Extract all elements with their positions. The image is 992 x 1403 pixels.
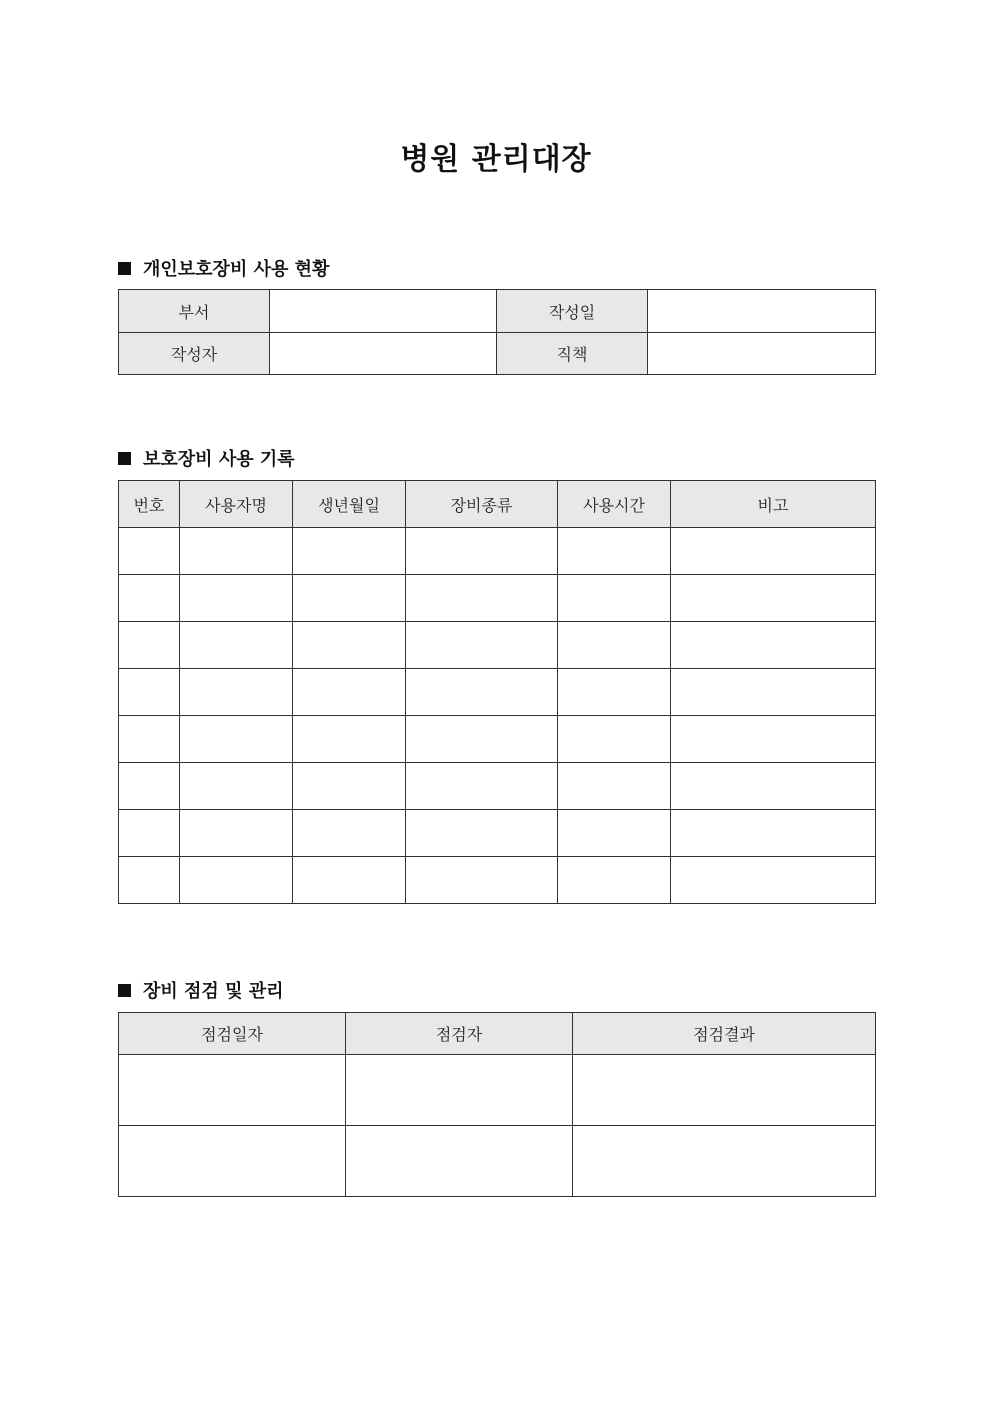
table-cell[interactable] bbox=[406, 575, 558, 622]
table-cell[interactable] bbox=[119, 810, 180, 857]
inspection-table bbox=[118, 1012, 876, 1197]
table-row bbox=[119, 1126, 876, 1197]
table-cell[interactable] bbox=[558, 669, 671, 716]
section-heading-ppe-status bbox=[118, 255, 329, 281]
table-cell[interactable] bbox=[119, 857, 180, 904]
writer-label: 작성자 bbox=[119, 333, 270, 375]
section-heading-label: 개인보호장비 사용 현황 bbox=[143, 259, 330, 280]
table-cell[interactable] bbox=[671, 575, 876, 622]
table-cell[interactable] bbox=[119, 1055, 346, 1126]
table-cell[interactable] bbox=[671, 528, 876, 575]
section-heading-inspection bbox=[118, 977, 284, 1003]
square-bullet-icon bbox=[118, 262, 131, 275]
dept-value[interactable] bbox=[270, 290, 497, 333]
table-row bbox=[119, 857, 876, 904]
table-cell[interactable] bbox=[293, 622, 406, 669]
table-cell[interactable] bbox=[119, 622, 180, 669]
table-cell[interactable] bbox=[671, 622, 876, 669]
position-value[interactable] bbox=[648, 333, 876, 375]
section-heading-label: 장비 점검 및 관리 bbox=[143, 981, 284, 1002]
table-cell[interactable] bbox=[119, 1126, 346, 1197]
table-row bbox=[119, 622, 876, 669]
table-cell[interactable] bbox=[293, 669, 406, 716]
table-cell[interactable] bbox=[558, 575, 671, 622]
dept-label: 부서 bbox=[119, 290, 270, 333]
table-cell[interactable] bbox=[346, 1055, 573, 1126]
square-bullet-icon bbox=[118, 452, 131, 465]
table-cell[interactable] bbox=[671, 857, 876, 904]
table-cell[interactable] bbox=[293, 810, 406, 857]
col-header-usage-time: 사용시간 bbox=[558, 481, 671, 528]
square-bullet-icon bbox=[118, 984, 131, 997]
page-title: 병원 관리대장 bbox=[400, 142, 592, 177]
table-cell[interactable] bbox=[671, 716, 876, 763]
table-cell[interactable] bbox=[573, 1126, 876, 1197]
table-cell[interactable] bbox=[406, 763, 558, 810]
date-value[interactable] bbox=[648, 290, 876, 333]
date-label: 작성일 bbox=[497, 290, 648, 333]
table-cell[interactable] bbox=[558, 716, 671, 763]
table-row bbox=[119, 1055, 876, 1126]
table-cell[interactable] bbox=[180, 575, 293, 622]
table-cell[interactable] bbox=[573, 1055, 876, 1126]
col-header-number: 번호 bbox=[119, 481, 180, 528]
table-cell[interactable] bbox=[406, 622, 558, 669]
table-cell[interactable] bbox=[558, 528, 671, 575]
table-cell[interactable] bbox=[180, 857, 293, 904]
table-cell[interactable] bbox=[293, 763, 406, 810]
table-cell[interactable] bbox=[180, 716, 293, 763]
table-cell[interactable] bbox=[293, 528, 406, 575]
col-header-user-name: 사용자명 bbox=[180, 481, 293, 528]
table-row bbox=[119, 810, 876, 857]
section-heading-label: 보호장비 사용 기록 bbox=[143, 449, 295, 470]
table-cell[interactable] bbox=[293, 857, 406, 904]
col-header-inspection-result: 점검결과 bbox=[573, 1013, 876, 1055]
col-header-equipment-type: 장비종류 bbox=[406, 481, 558, 528]
col-header-remarks: 비고 bbox=[671, 481, 876, 528]
table-cell[interactable] bbox=[406, 716, 558, 763]
table-cell[interactable] bbox=[180, 669, 293, 716]
position-label: 직책 bbox=[497, 333, 648, 375]
table-row bbox=[119, 528, 876, 575]
table-cell[interactable] bbox=[180, 810, 293, 857]
table-cell[interactable] bbox=[180, 622, 293, 669]
table-cell[interactable] bbox=[406, 528, 558, 575]
table-cell[interactable] bbox=[406, 669, 558, 716]
table-cell[interactable] bbox=[406, 857, 558, 904]
table-cell[interactable] bbox=[180, 528, 293, 575]
table-row bbox=[119, 575, 876, 622]
ppe-status-table bbox=[118, 289, 876, 375]
writer-value[interactable] bbox=[270, 333, 497, 375]
table-cell[interactable] bbox=[558, 810, 671, 857]
col-header-inspection-date: 점검일자 bbox=[119, 1013, 346, 1055]
table-cell[interactable] bbox=[406, 810, 558, 857]
table-cell[interactable] bbox=[293, 575, 406, 622]
table-cell[interactable] bbox=[119, 763, 180, 810]
col-header-inspector: 점검자 bbox=[346, 1013, 573, 1055]
table-row bbox=[119, 763, 876, 810]
usage-record-table bbox=[118, 480, 876, 904]
table-cell[interactable] bbox=[119, 669, 180, 716]
table-cell[interactable] bbox=[180, 763, 293, 810]
section-heading-usage-record bbox=[118, 445, 295, 471]
table-cell[interactable] bbox=[119, 528, 180, 575]
table-cell[interactable] bbox=[119, 575, 180, 622]
table-cell[interactable] bbox=[119, 716, 180, 763]
table-row bbox=[119, 716, 876, 763]
col-header-birthdate: 생년월일 bbox=[293, 481, 406, 528]
table-row bbox=[119, 669, 876, 716]
table-cell[interactable] bbox=[558, 622, 671, 669]
table-cell[interactable] bbox=[671, 669, 876, 716]
table-cell[interactable] bbox=[558, 857, 671, 904]
table-cell[interactable] bbox=[671, 763, 876, 810]
table-cell[interactable] bbox=[346, 1126, 573, 1197]
table-cell[interactable] bbox=[558, 763, 671, 810]
table-cell[interactable] bbox=[671, 810, 876, 857]
table-cell[interactable] bbox=[293, 716, 406, 763]
